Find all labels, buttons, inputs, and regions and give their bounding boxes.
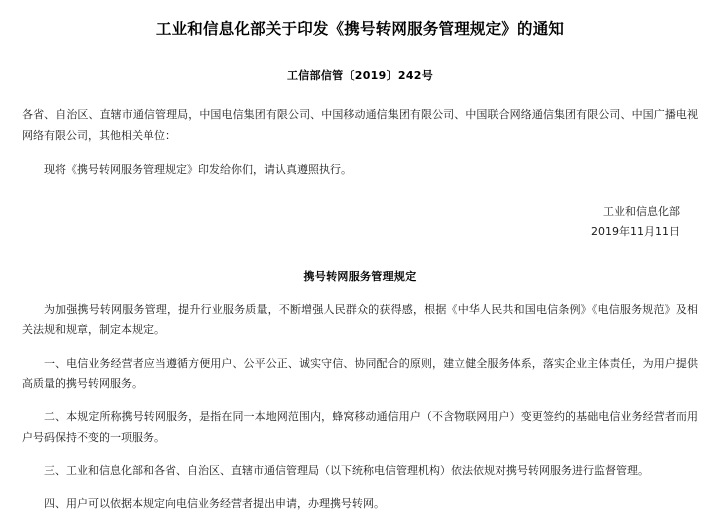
signature-organization: 工业和信息化部 [603, 205, 680, 219]
section-title: 携号转网服务管理规定 [303, 269, 417, 283]
page-title: 工业和信息化部关于印发《携号转网服务管理规定》的通知 [155, 20, 565, 38]
clause-item: 二、本规定所称携号转网服务，是指在同一本地网范围内，蜂窝移动通信用户（不含物联网用户）变更签约的基础电信业务经营者而用户号码保持不变的一项服务。 [22, 410, 698, 444]
clause-item: 一、电信业务经营者应当遵循方便用户、公平公正、诚实守信、协同配合的原则，建立健全服务体系，落实企业主体责任，为用户提供高质量的携号转网服务。 [22, 356, 698, 390]
preamble-paragraph: 为加强携号转网服务管理，提升行业服务质量，不断增强人民群众的获得感，根据《中华人民共和国电信条例》《电信服务规范》及相关法规和规章，制定本规定。 [22, 302, 698, 337]
recipients-paragraph: 各省、自治区、直辖市通信管理局，中国电信集团有限公司、中国移动通信集团有限公司、中国联合网络通信集团有限公司、中国广播电视网络有限公司，其他相关单位： [22, 108, 698, 142]
notice-body-paragraph: 现将《携号转网服务管理规定》印发给你们，请认真遵照执行。 [44, 162, 352, 176]
clause-item: 四、用户可以依据本规定向电信业务经营者提出申请，办理携号转网。 [44, 497, 385, 511]
signature-block [22, 202, 698, 242]
notice-body-block [22, 105, 698, 180]
clause-item: 三、工业和信息化部和各省、自治区、直辖市通信管理局（以下统称电信管理机构）依法依规对携号转网服务进行监督管理。 [44, 463, 649, 477]
signature-date: 2019年11月11日 [591, 225, 680, 239]
document-number: 工信部信管〔2019〕242号 [286, 69, 434, 83]
